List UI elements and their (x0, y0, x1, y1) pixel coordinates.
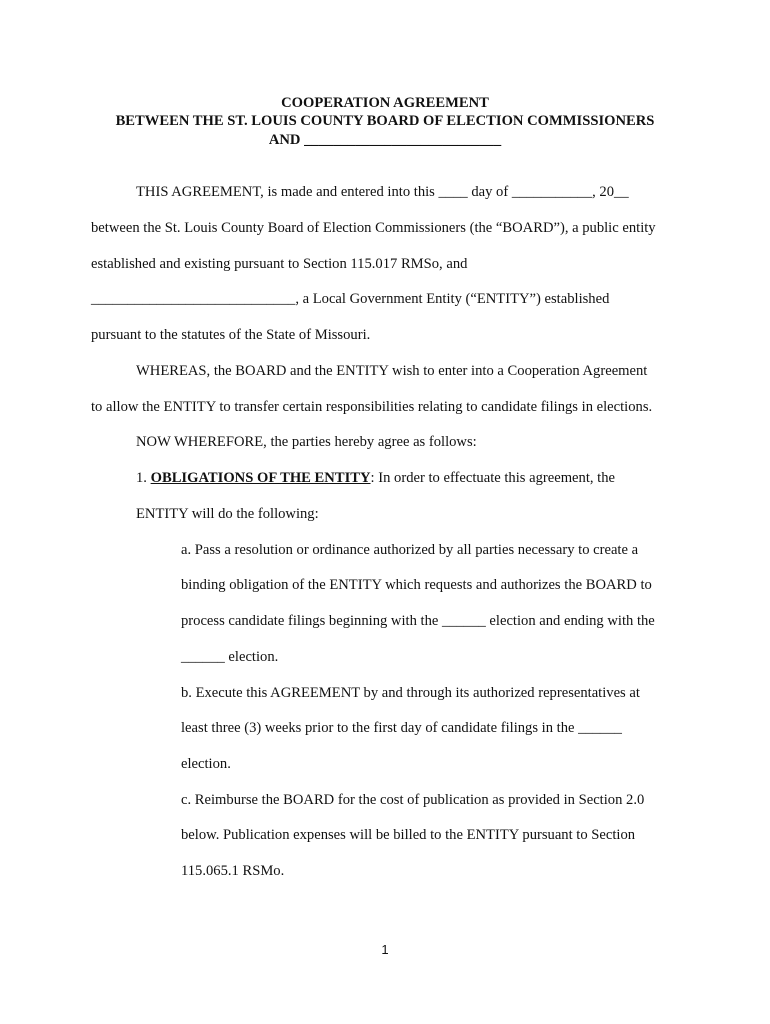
title-line-1: COOPERATION AGREEMENT (281, 95, 489, 111)
item-b-line-1: b. Execute this AGREEMENT by and through its authorized representatives at (181, 685, 640, 701)
now-wherefore-line: NOW WHEREFORE, the parties hereby agree as follows: (136, 434, 477, 450)
item-a-line-3: process candidate filings beginning with the ______ election and ending with the (181, 613, 655, 629)
title-line-3 (0, 131, 770, 149)
item-a-line-4: ______ election. (181, 649, 279, 665)
whereas-line-2: to allow the ENTITY to transfer certain responsibilities relating to candidate filings in elections. (91, 399, 653, 415)
item-a-line-2: binding obligation of the ENTITY which requests and authorizes the BOARD to (181, 577, 652, 593)
item-c-line-2: below. Publication expenses will be billed to the ENTITY pursuant to Section (181, 827, 636, 843)
section-1-title: OBLIGATIONS OF THE ENTITY (150, 470, 371, 486)
preamble-line-3: established and existing pursuant to Section 115.017 RMSo, and (91, 256, 468, 272)
preamble-line-4: ____________________________, a Local Government Entity (“ENTITY”) established (91, 291, 610, 307)
preamble-line-5: pursuant to the statutes of the State of Missouri. (91, 327, 371, 343)
item-b-line-3: election. (181, 756, 231, 772)
section-1-number: 1. (136, 470, 147, 486)
preamble-line-2: between the St. Louis County Board of Election Commissioners (the “BOARD”), a public entity (91, 220, 656, 236)
page-number: 1 (381, 942, 389, 957)
whereas-line-1: WHEREAS, the BOARD and the ENTITY wish to enter into a Cooperation Agreement (136, 363, 648, 379)
item-c-line-1: c. Reimburse the BOARD for the cost of publication as provided in Section 2.0 (181, 792, 645, 808)
section-1-line-2: ENTITY will do the following: (136, 506, 319, 522)
item-a-line-1: a. Pass a resolution or ordinance authorized by all parties necessary to create a (181, 542, 639, 558)
title-blank: ___________________________ (304, 132, 502, 148)
title-and: AND (268, 132, 301, 148)
item-c-line-3: 115.065.1 RSMo. (181, 863, 285, 879)
item-b-line-2: least three (3) weeks prior to the first day of candidate filings in the ______ (181, 720, 622, 736)
title-line-2: BETWEEN THE ST. LOUIS COUNTY BOARD OF ELECTION COMMISSIONERS (115, 113, 655, 129)
preamble-line-1: THIS AGREEMENT, is made and entered into this ____ day of ___________, 20__ (136, 184, 629, 200)
section-1-heading (136, 469, 615, 487)
section-1-intro: : In order to effectuate this agreement, the (370, 470, 616, 486)
